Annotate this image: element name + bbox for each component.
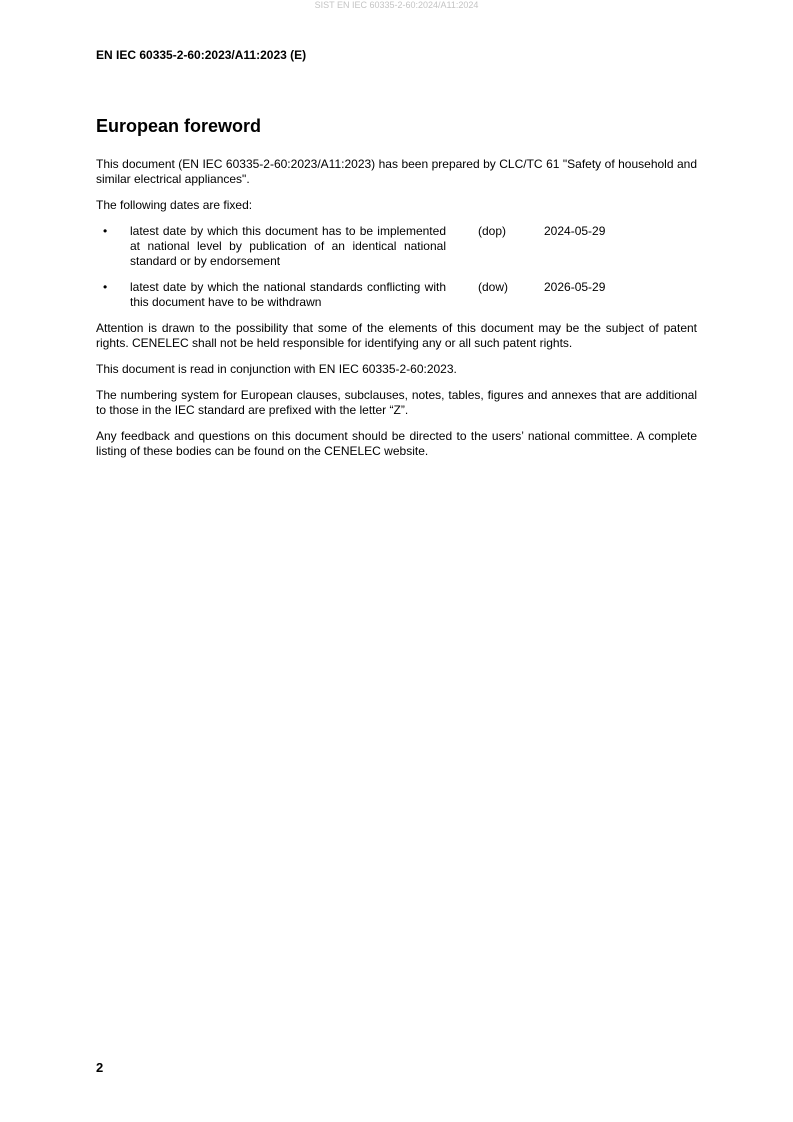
dates-list (96, 224, 697, 310)
intro-paragraph: This document (EN IEC 60335-2-60:2023/A11:2023) has been prepared by CLC/TC 61 "Safety of household and similar electrical appliances". (96, 157, 697, 186)
foreword-body (96, 157, 697, 470)
document-id-header: EN IEC 60335-2-60:2023/A11:2023 (E) (96, 48, 307, 62)
page-title: European foreword (96, 116, 262, 136)
numbering-paragraph: The numbering system for European clauses, subclauses, notes, tables, figures and annexes that are additional to those in the IEC standard are prefixed with the letter “Z”. (96, 388, 697, 417)
date-description: latest date by which this document has to be implemented at national level by publication of an identical national standard or by endorsement (130, 224, 446, 268)
feedback-paragraph: Any feedback and questions on this document should be directed to the users’ national committee. A complete listing of these bodies can be found on the CENELEC website. (96, 429, 697, 458)
page-number: 2 (96, 1060, 104, 1075)
date-value: 2026-05-29 (544, 280, 606, 294)
watermark-text: SIST EN IEC 60335-2-60:2024/A11:2024 (314, 0, 479, 10)
bullet-icon: • (103, 280, 108, 294)
date-value: 2024-05-29 (544, 224, 606, 238)
bullet-icon: • (103, 224, 108, 238)
list-item-dop (96, 224, 697, 269)
conjunction-paragraph: This document is read in conjunction with EN IEC 60335-2-60:2023. (96, 362, 457, 376)
list-item-dow (96, 280, 697, 310)
date-description: latest date by which the national standards conflicting with this document have to be withdrawn (130, 280, 446, 309)
date-abbreviation: (dop) (478, 224, 507, 238)
dates-intro-paragraph: The following dates are fixed: (96, 198, 253, 212)
patent-paragraph: Attention is drawn to the possibility that some of the elements of this document may be the subject of patent rights. CENELEC shall not be held responsible for identifying any or all such patent rights. (96, 321, 697, 350)
date-abbreviation: (dow) (478, 280, 509, 294)
